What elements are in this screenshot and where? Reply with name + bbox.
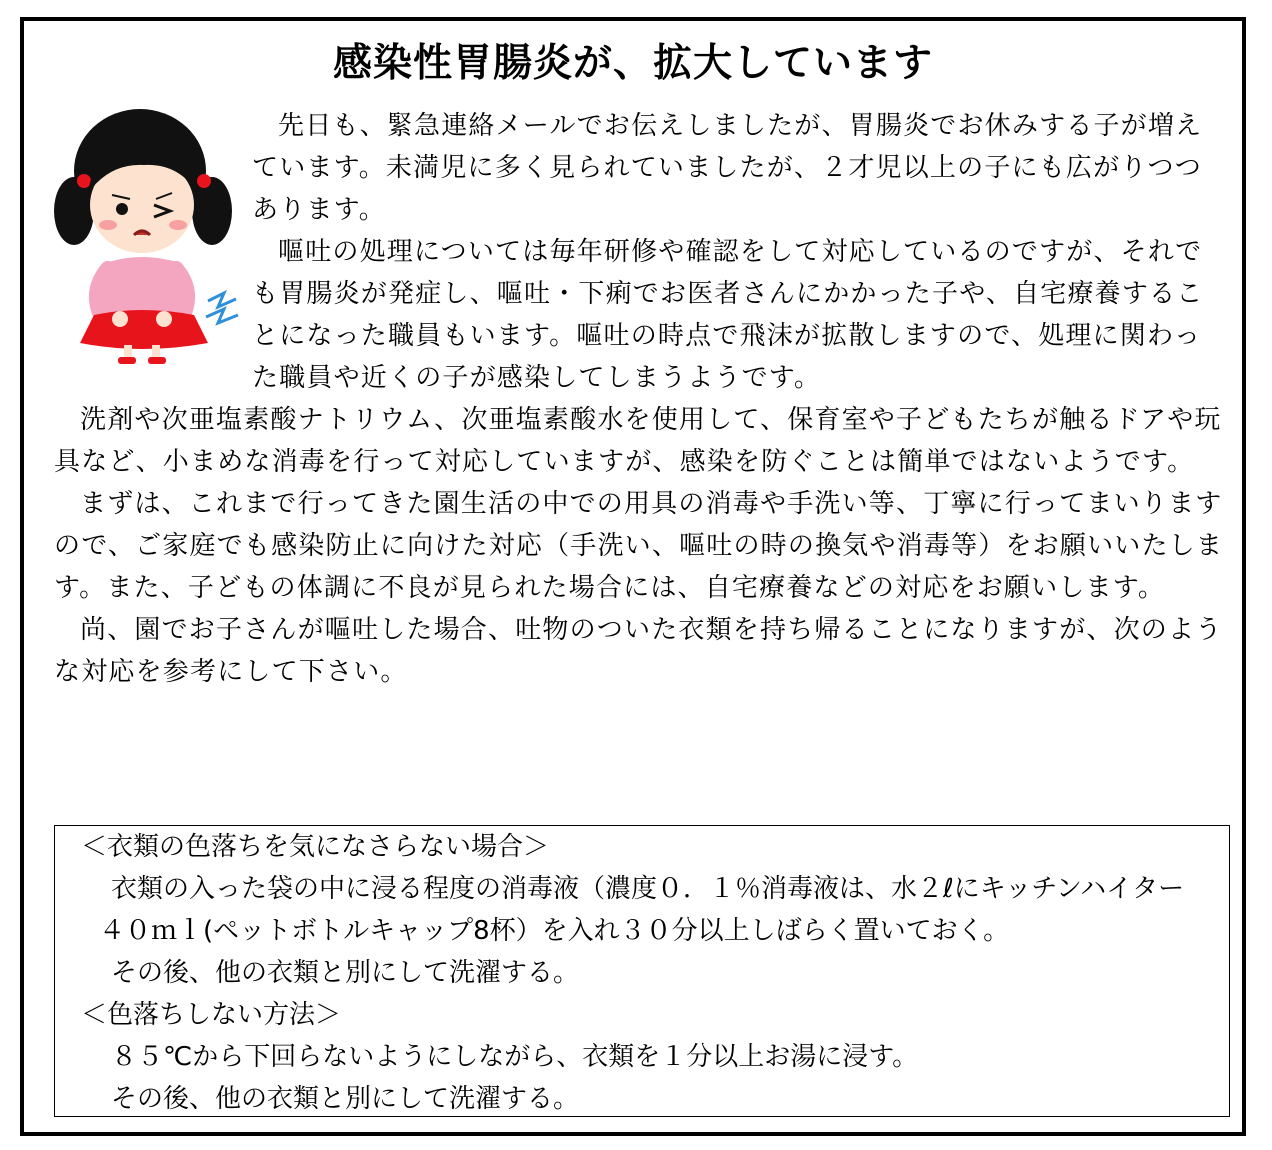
box-line-wash-separately-2: その後、他の衣類と別にして洗濯する。 <box>111 1084 580 1114</box>
box-line-wash-separately-1: その後、他の衣類と別にして洗濯する。 <box>111 958 580 988</box>
page-title: 感染性胃腸炎が、拡大しています <box>332 41 933 86</box>
paragraph-2: 嘔吐の処理については毎年研修や確認をして対応しているのですが、それでも胃腸炎が発症し、嘔吐・下痢でお医者さんにかかった子や、自宅療養することになった職員もいます。嘔吐の時点で飛沫が拡散しますので、処理に関わった職員や近くの子が感染してしまうようです。 <box>252 237 1204 393</box>
box-line-hot-water: ８５℃から下回らないようにしながら、衣類を１分以上お湯に浸す。 <box>111 1042 919 1072</box>
paragraph-1: 先日も、緊急連絡メールでお伝えしましたが、胃腸炎でお休みする子が増えています。未満児に多く見られていましたが、２才児以上の子にも広がりつつあります。 <box>252 111 1203 225</box>
paragraph-3: 洗剤や次亜塩素酸ナトリウム、次亜塩素酸水を使用して、保育室や子どもたちが触るドアや玩具など、小まめな消毒を行って対応していますが、感染を防ぐことは簡単ではないようです。 <box>54 405 1222 477</box>
sick-girl-illustration <box>48 93 248 365</box>
box-heading-no-fade-concern: ＜衣類の色落ちを気になさらない場合＞ <box>81 832 550 862</box>
laundry-instructions-box <box>54 825 1230 1117</box>
main-paragraphs <box>54 399 1229 693</box>
intro-paragraphs <box>252 105 1228 399</box>
paragraph-4: まずは、これまで行ってきた園生活の中での用具の消毒や手洗い等、丁寧に行ってまいりますので、ご家庭でも感染防止に向けた対応（手洗い、嘔吐の時の換気や消毒等）をお願いいたします。また、子どもの体調に不良が見られた場合には、自宅療養などの対応をお願いします。 <box>54 489 1224 603</box>
document-frame <box>20 17 1246 1136</box>
box-heading-no-fade-method: ＜色落ちしない方法＞ <box>81 1000 342 1030</box>
box-line-soak: ４０ｍｌ(ペットボトルキャップ8杯）を入れ３０分以上しばらく置いておく。 <box>99 916 1010 946</box>
paragraph-5: 尚、園でお子さんが嘔吐した場合、吐物のついた衣類を持ち帰ることになりますが、次のような対応を参考にして下さい。 <box>54 615 1223 687</box>
box-line-disinfectant: 衣類の入った袋の中に浸る程度の消毒液（濃度０．１％消毒液は、水２ℓにキッチンハイター <box>111 874 1185 904</box>
